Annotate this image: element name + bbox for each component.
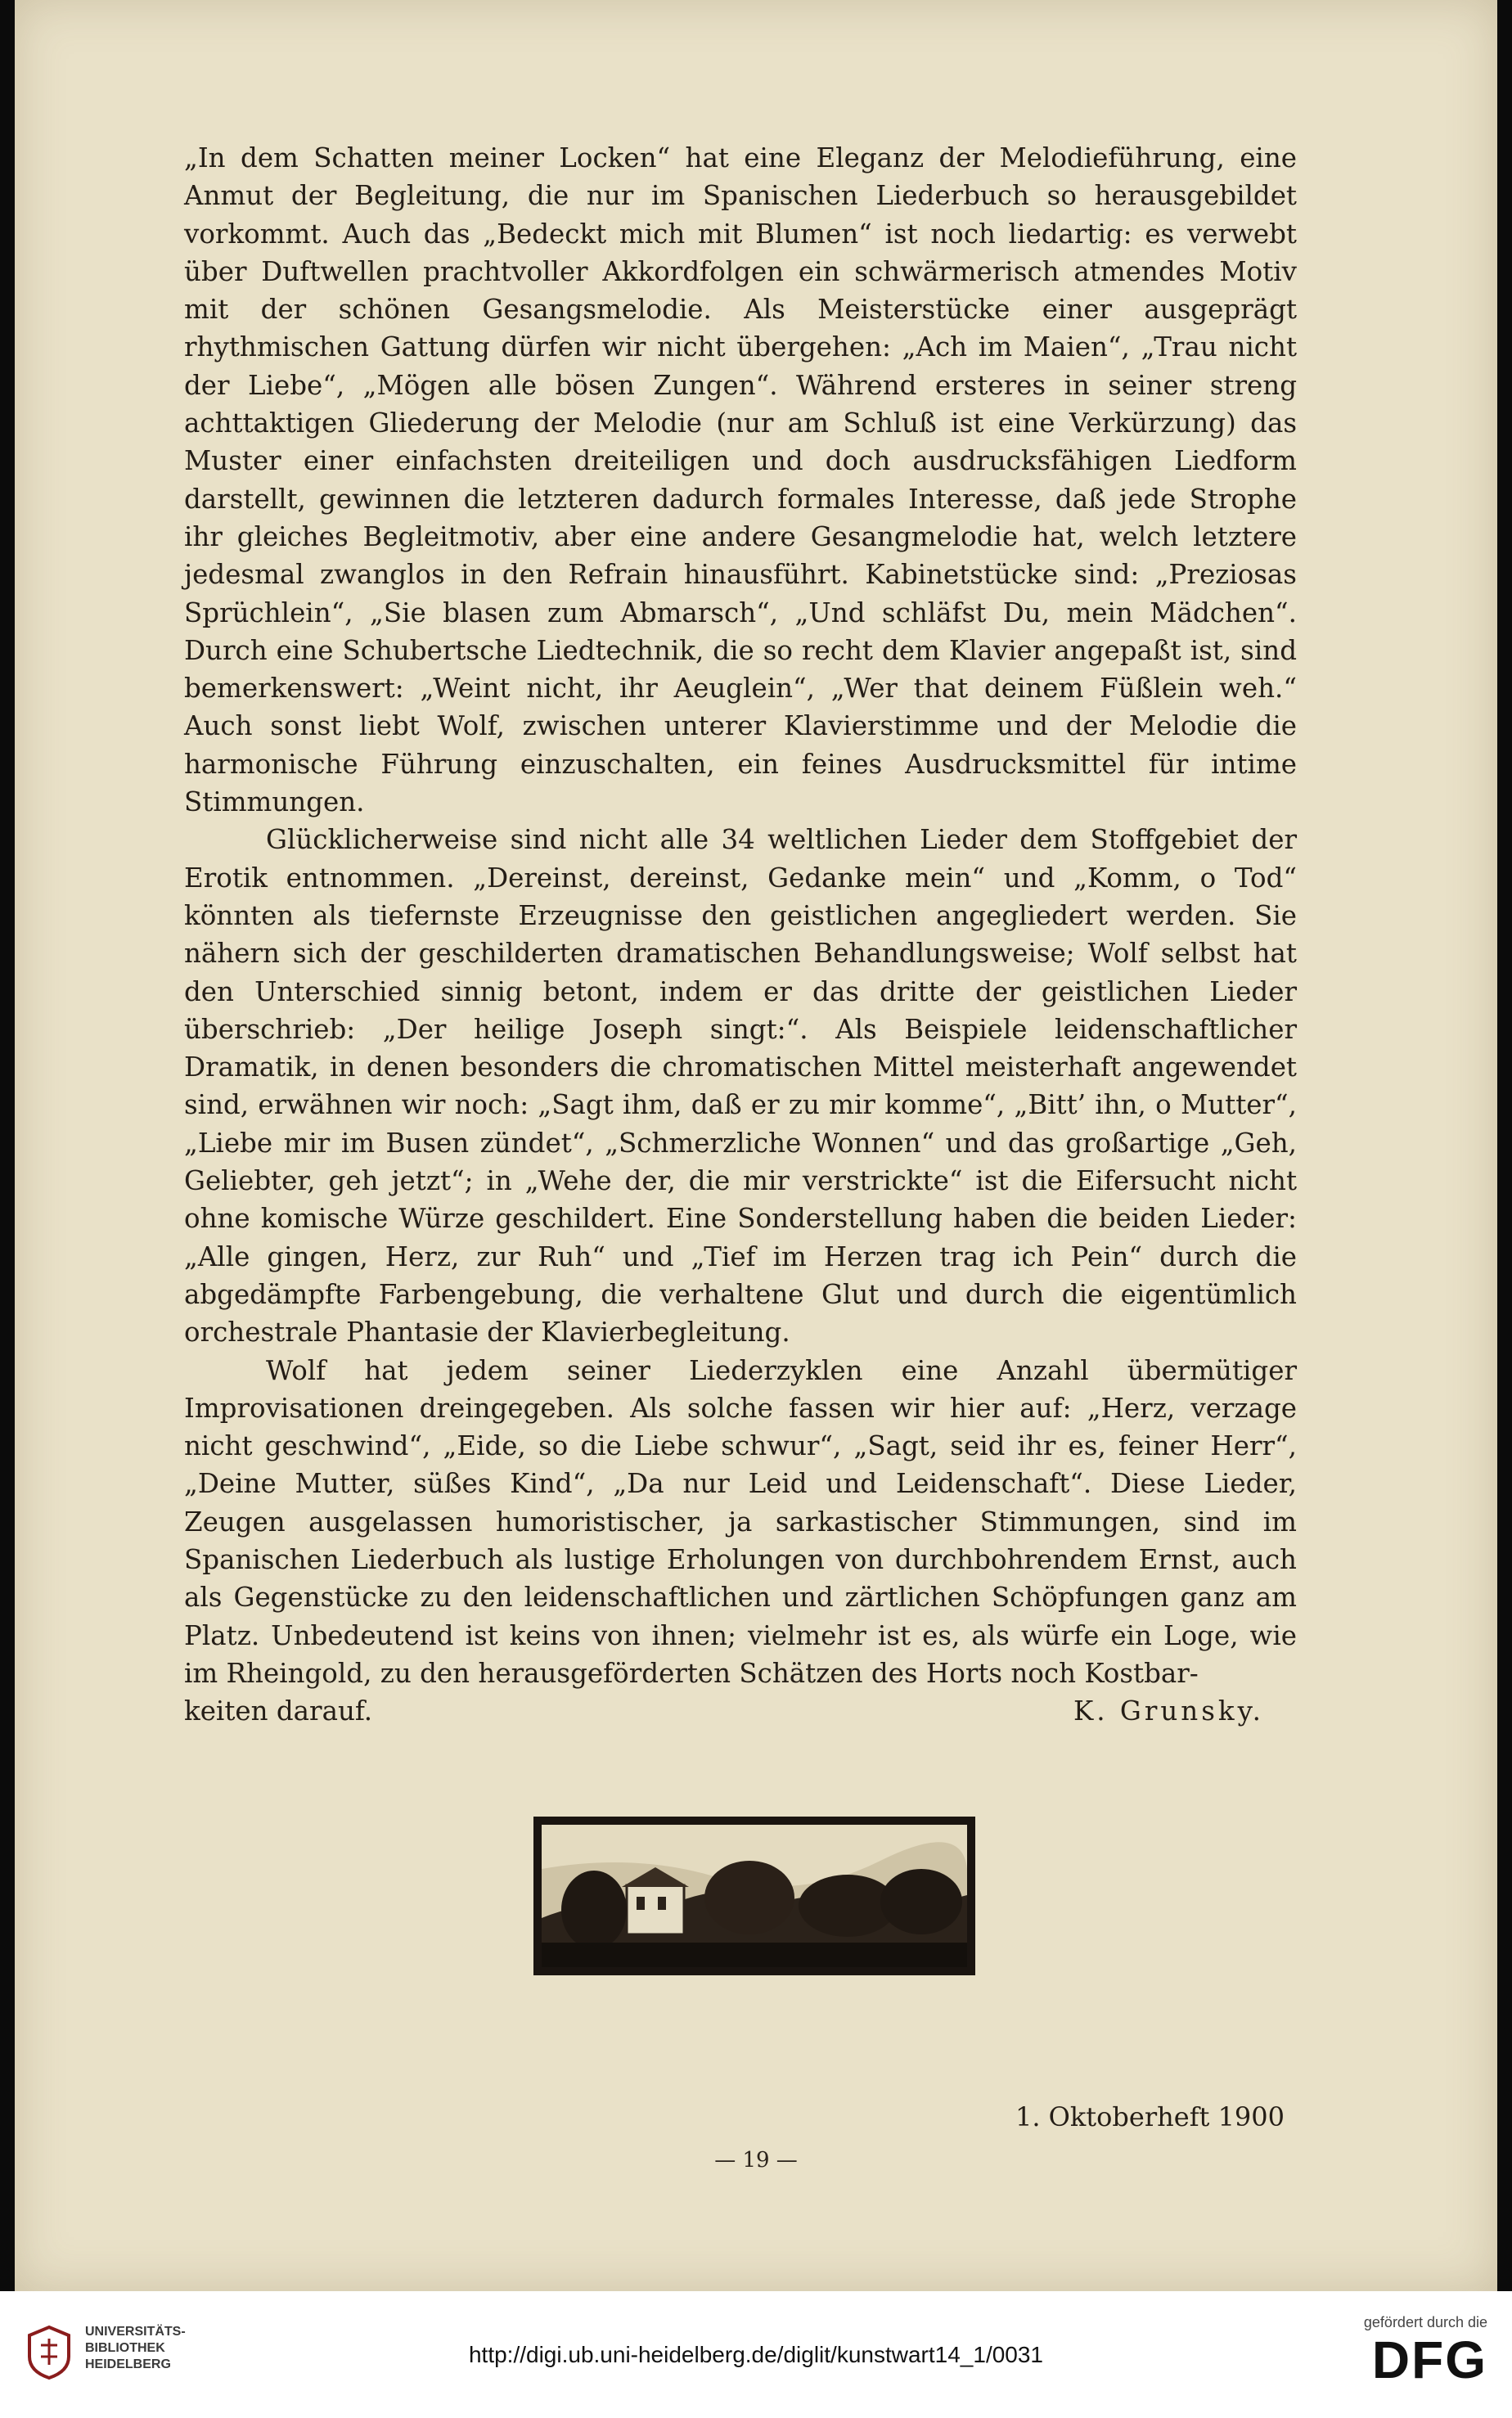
paragraph-1: „In dem Schatten meiner Locken“ hat eine Eleganz der Melodieführung, eine Anmut der Begleitung, die nur im Spanischen Liederbuch so herausgebildet vorkommt. Auch das „Bedeckt mich mit Blumen“ ist noch liedartig: es verwebt über Duftwellen prachtvoller Akkordfolgen ein schwärmerisch atmendes Motiv mit der schönen Gesangsmelodie. Als Meisterstücke einer ausgeprägt rhythmischen Gattung dürfen wir nicht übergehen: „Ach im Maien“, „Trau nicht der Liebe“, „Mögen alle bösen Zungen“. Während ersteres in seiner streng achttaktigen Gliederung der Melodie (nur am Schluß ist eine Verkürzung) das Muster einer einfachsten dreiteiligen und doch ausdrucksfähigen Liedform darstellt, gewinnen die letzteren dadurch formales Interesse, daß jede Strophe ihr gleiches Begleitmotiv, aber eine andere Gesangmelodie hat, welch letztere jedesmal zwanglos in den Refrain hinausführt. Kabinetstücke sind: „Preziosas Sprüchlein“, „Sie blasen zum Abmarsch“, „Und schläfst Du, mein Mädchen“. Durch eine Schubertsche Liedtechnik, die so recht dem Klavier angepaßt ist, sind bemerkenswert: „Weint nicht, ihr Aeuglein“, „Wer that deinem Füßlein weh.“ Auch sonst liebt Wolf, zwischen unterer Klavierstimme und der Melodie die harmonische Führung einzuschalten, ein feines Ausdrucksmittel für intime Stimmungen. — [184, 142, 1297, 818]
landscape-woodcut-icon — [537, 1820, 972, 1972]
issue-label: 1. Oktoberheft 1900 — [1015, 2101, 1285, 2132]
dfg-wordmark: DFG — [1371, 2330, 1487, 2389]
library-name-line-2: BIBLIOTHEK — [85, 2341, 165, 2355]
author-signature: K. Grunsky. — [1073, 1695, 1264, 1727]
digitization-footer — [0, 2291, 1512, 2418]
paragraph-3: Wolf hat jedem seiner Liederzyklen eine Anzahl übermütiger Improvisationen dreingegeben. Als solche fassen wir hier auf: „Herz, verzage nicht geschwind“, „Eide, so die Liebe schwur“, „Sagt, seid ihr es, feiner Herr“, „Deine Mutter, süßes Kind“, „Da nur Leid und Leidenschaft“. Diese Lieder, Zeugen ausgelassen humoristischer, ja sarkastischer Stimmungen, sind im Spanischen Liederbuch als lustige Erholungen von durchbohrendem Ernst, auch als Gegenstücke zu den leidenschaftlichen und zärtlichen Schöpfungen ganz am Platz. Unbedeutend ist keins von ihnen; vielmehr ist es, als würfe ein Loge, wie im Rheingold, zu den herausgeförderten Schätzen des Horts noch Kostbar- — [184, 1354, 1297, 1689]
page-number: — 19 — — [714, 2148, 798, 2173]
library-name-line-1: UNIVERSITÄTS- — [85, 2325, 186, 2339]
closing-line — [184, 1692, 1297, 1730]
dfg-logo[interactable] — [1324, 2314, 1487, 2389]
funding-caption: gefördert durch die — [1363, 2314, 1487, 2330]
article-body — [184, 139, 1297, 1730]
last-line-text: keiten darauf. — [184, 1695, 373, 1727]
library-name-line-3: HEIDELBERG — [85, 2357, 171, 2371]
paragraph-2: Glücklicherweise sind nicht alle 34 weltlichen Lieder dem Stoffgebiet der Erotik entnommen. „Dereinst, dereinst, Gedanke mein“ und „Komm, o Tod“ könnten als tiefernste Erzeugnisse den geistlichen angegliedert werden. Sie nähern sich der geschilderten dramatischen Behandlungsweise; Wolf selbst hat den Unterschied sinnig betont, indem er das dritte der geistlichen Lieder überschrieb: „Der heilige Joseph singt:“. Als Beispiele leidenschaftlicher Dramatik, in denen besonders die chromatischen Mittel meisterhaft angewendet sind, erwähnen wir noch: „Sagt ihm, daß er zu mir komme“, „Bitt’ ihn, o Mutter“, „Liebe mir im Busen zündet“, „Schmerzliche Wonnen“ und das großartige „Geh, Geliebter, geh jetzt“; in „Wehe der, die mir verstrickte“ ist die Eifersucht nicht ohne komische Würze geschildert. Eine Sonderstellung haben die beiden Lieder: „Alle gingen, Herz, zur Ruh“ und „Tief im Herzen trag ich Pein“ durch die abgedämpfte Farbengebung, die verhaltene Glut und durch die eigentümlich orchestrale Phantasie der Klavierbegleitung. — [184, 824, 1297, 1349]
landscape-vignette-image — [533, 1817, 975, 1975]
permalink-url[interactable]: http://digi.ub.uni-heidelberg.de/diglit/kunstwart14_1/0031 — [468, 2342, 1044, 2367]
